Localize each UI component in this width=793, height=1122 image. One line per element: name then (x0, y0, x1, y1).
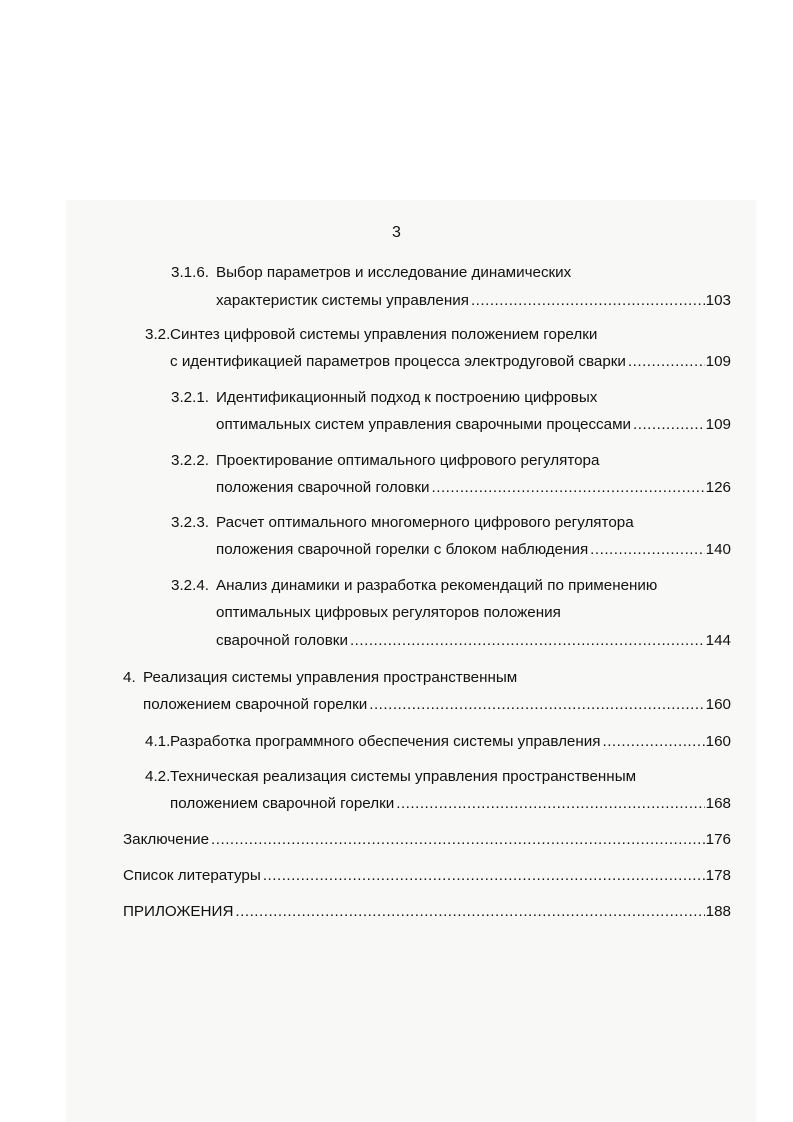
toc-entry-3-2-2-continued[interactable] (216, 477, 731, 499)
toc-entry-title: Синтез цифровой системы управления положением горелки (170, 326, 598, 343)
toc-entry-title: сварочной головки (216, 632, 348, 649)
toc-entry-title: положением сварочной горелки (170, 795, 395, 812)
toc-entry-3-1-6-continued[interactable] (216, 290, 731, 312)
toc-entry-title: ПРИЛОЖЕНИЯ (123, 903, 234, 920)
toc-entry-number: 3.2. (145, 326, 171, 343)
toc-entry-title: Список литературы (123, 867, 261, 884)
toc-entry-title: оптимальных цифровых регуляторов положения (216, 604, 561, 621)
toc-entry-number: 4.1. (145, 733, 171, 750)
dot-leader (235, 901, 704, 923)
toc-entry-title: оптимальных систем управления сварочными процессами (216, 416, 632, 433)
dot-leader (471, 290, 705, 312)
dot-leader (590, 539, 704, 561)
toc-entry-3-2-3-continued[interactable] (216, 539, 731, 561)
toc-entry-title: Техническая реализация системы управления пространственным (170, 768, 637, 785)
toc-entry-3-2-3[interactable] (171, 512, 731, 534)
toc-entry-page: 109 (705, 416, 731, 433)
dot-leader (396, 793, 704, 815)
toc-entry-title: Разработка программного обеспечения системы управления (170, 733, 601, 750)
toc-entry-number: 4.2. (145, 768, 171, 785)
dot-leader (369, 694, 704, 716)
toc-entry-title: Заключение (123, 831, 210, 848)
toc-entry-page: 126 (705, 479, 731, 496)
toc-entry-references[interactable] (123, 865, 731, 887)
toc-entry-page: 160 (705, 733, 731, 750)
dot-leader (628, 351, 705, 373)
dot-leader (602, 731, 704, 753)
toc-entry-3-2-4[interactable] (171, 575, 731, 597)
toc-entry-3-2-2[interactable] (171, 450, 731, 472)
toc-entry-title: Расчет оптимального многомерного цифрового регулятора (216, 514, 634, 531)
dot-leader (211, 829, 705, 851)
toc-entry-title: Анализ динамики и разработка рекомендаций по применению (216, 577, 658, 594)
toc-entry-number: 4. (123, 669, 136, 686)
toc-entry-page: 140 (705, 541, 731, 558)
toc-entry-3-2-4-continued[interactable] (216, 602, 731, 624)
dot-leader (350, 630, 705, 652)
toc-entry-page: 178 (705, 867, 731, 884)
toc-entry-title: Идентификационный подход к построению цифровых (216, 389, 598, 406)
toc-entry-title: положения сварочной головки (216, 479, 430, 496)
dot-leader (263, 865, 705, 887)
toc-entry-3-2-1[interactable] (171, 387, 731, 409)
toc-entry-title: с идентификацией параметров процесса электродуговой сварки (170, 353, 626, 370)
toc-entry-3-2[interactable] (145, 324, 731, 346)
toc-entry-page: 144 (705, 632, 731, 649)
toc-entry-title: положением сварочной горелки (143, 696, 368, 713)
toc-entry-page: 176 (705, 831, 731, 848)
toc-entry-conclusion[interactable] (123, 829, 731, 851)
toc-entry-title: Реализация системы управления пространственным (143, 669, 518, 686)
toc-entry-number: 3.2.2. (171, 452, 209, 469)
page-number: 3 (392, 224, 401, 241)
dot-leader (432, 477, 705, 499)
toc-entry-4-continued[interactable] (143, 694, 731, 716)
toc-entry-title: Проектирование оптимального цифрового регулятора (216, 452, 600, 469)
toc-entry-title: положения сварочной горелки с блоком наблюдения (216, 541, 589, 558)
toc-entry-3-2-4-continued-2[interactable] (216, 630, 731, 652)
toc-entry-3-1-6[interactable] (171, 262, 731, 284)
toc-entry-title: Выбор параметров и исследование динамических (216, 264, 572, 281)
toc-entry-4[interactable] (123, 667, 731, 689)
toc-entry-number: 3.1.6. (171, 264, 209, 281)
toc-entry-page: 109 (705, 353, 731, 370)
toc-entry-number: 3.2.3. (171, 514, 209, 531)
toc-entry-3-2-1-continued[interactable] (216, 414, 731, 436)
toc-entry-title: характеристик системы управления (216, 292, 469, 309)
toc-entry-4-2-continued[interactable] (170, 793, 731, 815)
toc-entry-4-1[interactable] (145, 731, 731, 753)
toc-entry-appendices[interactable] (123, 901, 731, 923)
toc-entry-page: 160 (705, 696, 731, 713)
toc-entry-4-2[interactable] (145, 766, 731, 788)
toc-entry-number: 3.2.1. (171, 389, 209, 406)
dot-leader (633, 414, 705, 436)
toc-entry-page: 168 (705, 795, 731, 812)
toc-entry-page: 103 (705, 292, 731, 309)
toc-entry-number: 3.2.4. (171, 577, 209, 594)
toc-entry-3-2-continued[interactable] (170, 351, 731, 373)
toc-entry-page: 188 (705, 903, 731, 920)
